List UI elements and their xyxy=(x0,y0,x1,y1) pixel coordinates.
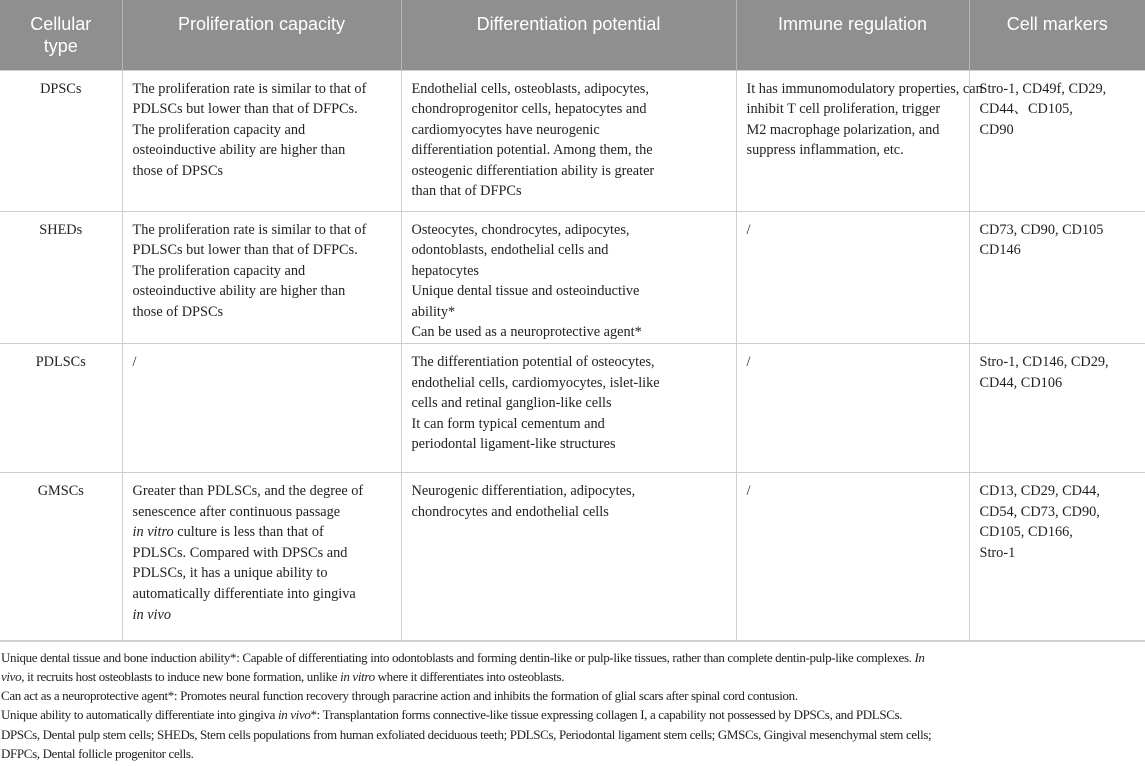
table-cell xyxy=(736,344,969,473)
text-line xyxy=(1,667,1145,686)
column-header xyxy=(401,0,736,70)
table-cell xyxy=(401,211,736,344)
text-line: Greater than PDLSCs, and the degree of xyxy=(132,483,364,500)
text-line: Proliferation capacity xyxy=(177,14,346,34)
table-footnotes xyxy=(0,642,1145,764)
text-line: Can be used as a neuroprotective agent* xyxy=(411,324,642,341)
text-segment: *: Transplantation forms connective-like tissue expressing collagen I, a capability not possessed by DPSCs, and PDLSCs. xyxy=(310,707,903,723)
table-cell xyxy=(736,211,969,344)
text-line: Neurogenic differentiation, adipocytes, xyxy=(411,483,636,500)
text-line: Endothelial cells, osteoblasts, adipocytes, xyxy=(411,80,649,97)
table-cell xyxy=(401,344,736,473)
table-row xyxy=(0,344,1145,473)
text-line: / xyxy=(746,221,751,238)
text-line: CD44, CD106 xyxy=(979,374,1063,391)
text-line: those of DPSCs xyxy=(132,303,224,320)
table-cell xyxy=(401,70,736,211)
table-cell xyxy=(401,473,736,641)
text-line: CD44、CD105, xyxy=(979,101,1073,118)
text-line: PDLSCs but lower than that of DFPCs. xyxy=(132,242,358,259)
text-line: type xyxy=(43,36,78,56)
text-line: CD73, CD90, CD105 xyxy=(979,221,1104,238)
text-line: Stro-1, CD49f, CD29, xyxy=(979,80,1107,97)
text-line: osteoinductive ability are higher than xyxy=(132,283,346,300)
text-line: The proliferation capacity and xyxy=(132,121,306,138)
text-line: Unique dental tissue and osteoinductive xyxy=(411,283,640,300)
text-line: PDLSCs. Compared with DPSCs and xyxy=(132,544,348,561)
text-line: CD90 xyxy=(979,121,1014,138)
text-line: / xyxy=(746,483,751,500)
text-line: Cellular xyxy=(30,14,92,34)
text-line: osteoinductive ability are higher than xyxy=(132,142,346,159)
cell-type-label xyxy=(0,70,122,211)
table-cell xyxy=(122,211,401,344)
italic-text: In xyxy=(914,649,925,665)
text-segment: , it recruits host osteoblasts to induce new bone formation, unlike xyxy=(21,668,341,684)
text-line: differentiation potential. Among them, the xyxy=(411,142,653,159)
text-line: PDLSCs but lower than that of DFPCs. xyxy=(132,101,358,118)
text-line: CD13, CD29, CD44, xyxy=(979,483,1100,500)
text-segment: DPSCs, Dental pulp stem cells; SHEDs, Stem cells populations from human exfoliated deciduous teeth; PDLSCs, Periodontal ligament stem cells; GMSCs, Gingival mesenchymal stem cells; xyxy=(1,726,932,742)
text-line: The proliferation capacity and xyxy=(132,262,306,279)
table-cell xyxy=(969,473,1145,641)
text-line: Stro-1 xyxy=(979,544,1016,561)
text-line: Stro-1, CD146, CD29, xyxy=(979,354,1109,371)
table-cell xyxy=(969,70,1145,211)
text-line: Osteocytes, chondrocytes, adipocytes, xyxy=(411,221,630,238)
text-line: endothelial cells, cardiomyocytes, islet-like xyxy=(411,374,660,391)
table-row xyxy=(0,211,1145,344)
text-line: those of DPSCs xyxy=(132,162,224,179)
table-cell xyxy=(969,211,1145,344)
text-line: suppress inflammation, etc. xyxy=(746,142,904,159)
table-cell xyxy=(736,473,969,641)
header-row xyxy=(0,0,1145,70)
text-line xyxy=(1,705,1145,724)
text-line: inhibit T cell proliferation, trigger xyxy=(746,101,941,118)
text-line: senescence after continuous passage xyxy=(132,503,341,520)
table-cell xyxy=(122,473,401,641)
text-line: osteogenic differentiation ability is greater xyxy=(411,162,655,179)
table-cell xyxy=(736,70,983,211)
italic-text: vivo xyxy=(1,668,22,684)
text-line: ability* xyxy=(411,303,456,320)
text-line: Immune regulation xyxy=(777,14,928,34)
text-line: than that of DFPCs xyxy=(411,183,522,200)
cell-type-label xyxy=(0,473,122,641)
text-segment: culture is less than that of xyxy=(173,524,324,541)
text-line: cardiomyocytes have neurogenic xyxy=(411,121,600,138)
text-line: periodontal ligament-like structures xyxy=(411,436,616,453)
text-line: DPSCs xyxy=(40,80,82,97)
text-line: chondroprogenitor cells, hepatocytes and xyxy=(411,101,647,118)
text-line: Cell markers xyxy=(1006,14,1108,34)
italic-text: in vivo xyxy=(132,606,172,623)
text-line: / xyxy=(132,354,137,371)
table-row xyxy=(0,70,1145,211)
text-segment: Can act as a neuroprotective agent*: Promotes neural function recovery through paracrine action and inhibits the formation of glial scars after spinal cord contusion. xyxy=(1,688,798,704)
italic-text: in vitro xyxy=(132,524,174,541)
column-header xyxy=(122,0,401,70)
text-line: PDLSCs xyxy=(35,354,86,371)
text-segment: DFPCs, Dental follicle progenitor cells. xyxy=(1,746,194,762)
table-row xyxy=(0,473,1145,641)
text-line: It can form typical cementum and xyxy=(411,415,605,432)
text-line xyxy=(133,605,391,626)
text-segment: Unique dental tissue and bone induction ability*: Capable of differentiating into odontoblasts and forming dentin-like or pulp-like tissues, rather than complete dentin-pulp-like complexes. xyxy=(1,649,915,665)
italic-text: in vitro xyxy=(340,668,375,684)
text-segment: Unique ability to automatically differentiate into gingiva xyxy=(1,707,278,723)
text-line xyxy=(1,648,1145,667)
text-line: cells and retinal ganglion-like cells xyxy=(411,395,612,412)
table-cell xyxy=(969,344,1145,473)
text-segment: where it differentiates into osteoblasts. xyxy=(374,668,565,684)
text-line: CD105, CD166, xyxy=(979,524,1073,541)
table-cell xyxy=(122,70,401,211)
text-line: automatically differentiate into gingiva xyxy=(132,586,356,603)
column-header xyxy=(969,0,1145,70)
text-line: GMSCs xyxy=(37,483,84,500)
text-line: SHEDs xyxy=(39,221,83,238)
cell-type-label xyxy=(0,344,122,473)
text-line: Differentiation potential xyxy=(476,14,661,34)
text-line: odontoblasts, endothelial cells and xyxy=(411,242,609,259)
text-line: PDLSCs, it has a unique ability to xyxy=(132,565,328,582)
text-line: chondrocytes and endothelial cells xyxy=(411,503,609,520)
text-line: CD54, CD73, CD90, xyxy=(979,503,1100,520)
text-line: M2 macrophage polarization, and xyxy=(746,121,940,138)
text-line xyxy=(1,744,1145,763)
text-line xyxy=(1,686,1145,705)
text-line: The proliferation rate is similar to that of xyxy=(132,221,367,238)
text-line: hepatocytes xyxy=(411,262,479,279)
text-line xyxy=(133,522,391,543)
text-line xyxy=(1,725,1145,744)
text-line: / xyxy=(746,354,751,371)
text-line: The proliferation rate is similar to that of xyxy=(132,80,367,97)
column-header xyxy=(736,0,969,70)
text-line: CD146 xyxy=(979,242,1021,259)
cell-type-label xyxy=(0,211,122,344)
text-line: It has immunomodulatory properties, can xyxy=(746,80,983,97)
italic-text: in vivo xyxy=(277,707,311,723)
column-header xyxy=(0,0,122,70)
table-cell xyxy=(122,344,401,473)
text-line: The differentiation potential of osteocytes, xyxy=(411,354,655,371)
